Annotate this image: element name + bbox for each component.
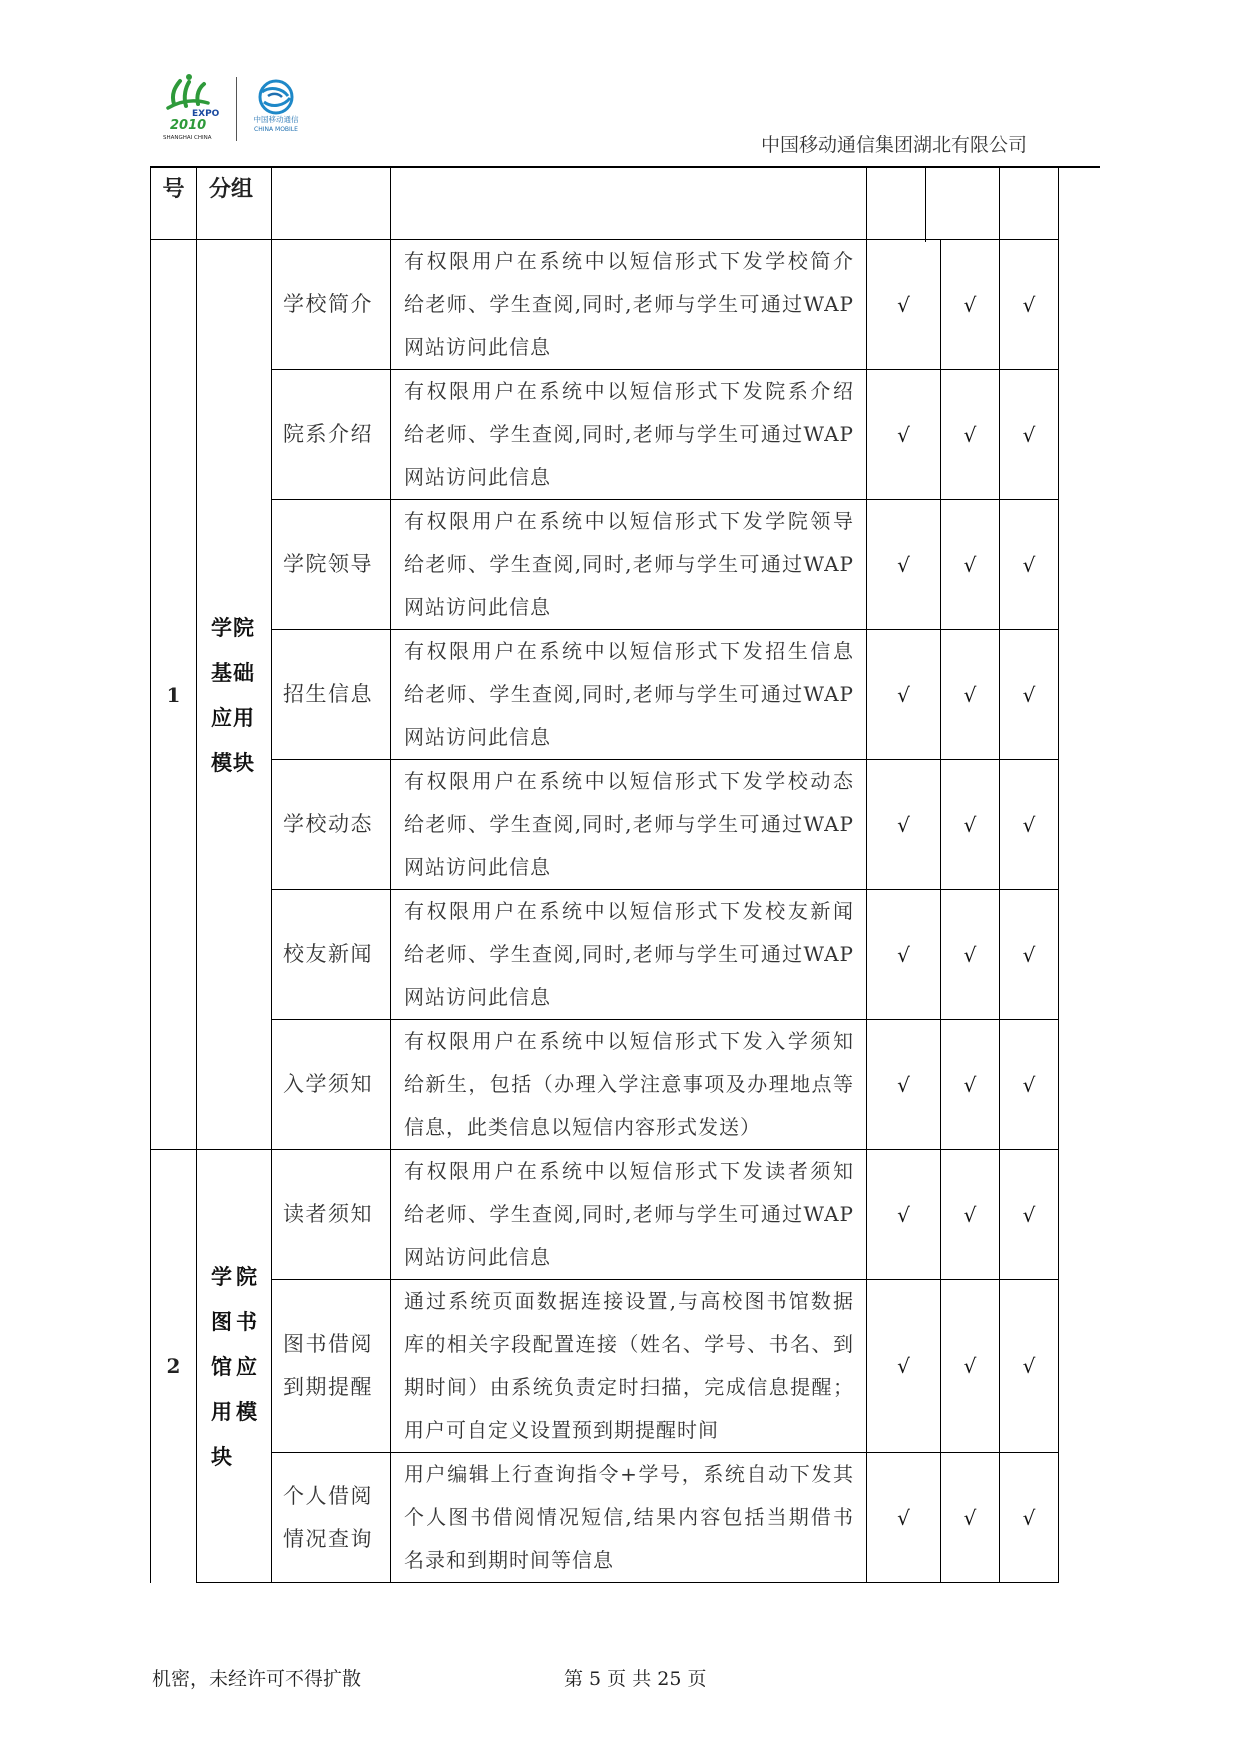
check-mark-cell: √ bbox=[867, 1453, 941, 1583]
check-mark-cell: √ bbox=[867, 1020, 941, 1150]
group-name: 学院图书馆应用模块 bbox=[211, 1263, 261, 1469]
feature-name: 院系介绍 bbox=[283, 422, 373, 446]
description-line: 网站访问此信息 bbox=[404, 985, 551, 1009]
logo-text: SHANGHAI CHINA bbox=[163, 135, 212, 141]
logo-divider bbox=[236, 77, 237, 141]
description-line: 有权限用户在系统中以短信形式下发读者须知 bbox=[404, 1159, 854, 1183]
header-empty-cell bbox=[867, 168, 926, 242]
description-line: 给老师、学生查阅,同时,老师与学生可通过WAP bbox=[404, 942, 854, 966]
table-row bbox=[151, 890, 1059, 1020]
feature-name: 个人借阅情况查询 bbox=[283, 1483, 373, 1551]
description-line: 给老师、学生查阅,同时,老师与学生可通过WAP bbox=[404, 422, 854, 446]
check-mark-cell: √ bbox=[1000, 370, 1059, 500]
check-mark-cell: √ bbox=[867, 630, 941, 760]
header-group: 分组 bbox=[197, 168, 272, 242]
check-mark-cell: √ bbox=[941, 1453, 1000, 1583]
description-line: 给老师、学生查阅,同时,老师与学生可通过WAP bbox=[404, 1202, 854, 1226]
group-name: 学院基础应用模块 bbox=[211, 614, 255, 775]
feature-description bbox=[391, 1453, 867, 1583]
table-row bbox=[151, 500, 1059, 630]
check-mark-cell: √ bbox=[1000, 760, 1059, 890]
check-mark-cell: √ bbox=[1000, 890, 1059, 1020]
check-mark-cell: √ bbox=[941, 240, 1000, 370]
page-number: 第 5 页 共 25 页 bbox=[564, 1668, 707, 1690]
group-cell bbox=[197, 240, 272, 1150]
feature-name: 入学须知 bbox=[283, 1072, 373, 1096]
feature-description bbox=[391, 890, 867, 1020]
feature-table bbox=[150, 239, 1059, 1583]
feature-name: 校友新闻 bbox=[283, 942, 373, 966]
description-line: 库的相关字段配置连接（姓名、学号、书名、到 bbox=[404, 1332, 854, 1356]
feature-description bbox=[391, 1280, 867, 1453]
feature-name: 学院领导 bbox=[283, 552, 373, 576]
table-row bbox=[151, 1280, 1059, 1453]
description-line: 给老师、学生查阅,同时,老师与学生可通过WAP bbox=[404, 812, 854, 836]
check-mark-cell: √ bbox=[867, 1280, 941, 1453]
check-mark-cell: √ bbox=[941, 630, 1000, 760]
check-mark-cell: √ bbox=[1000, 1020, 1059, 1150]
feature-name: 图书借阅到期提醒 bbox=[283, 1332, 373, 1399]
check-mark-cell: √ bbox=[941, 370, 1000, 500]
feature-description bbox=[391, 630, 867, 760]
check-mark-cell: √ bbox=[1000, 1150, 1059, 1280]
feature-name-cell bbox=[272, 760, 391, 890]
logo-text: CHINA MOBILE bbox=[254, 126, 298, 133]
description-line: 用户编辑上行查询指令+学号，系统自动下发其 bbox=[404, 1462, 854, 1486]
china-mobile-logo bbox=[244, 78, 308, 140]
row-number: 2 bbox=[151, 1150, 197, 1583]
check-mark-cell: √ bbox=[941, 890, 1000, 1020]
description-line: 有权限用户在系统中以短信形式下发入学须知 bbox=[404, 1029, 854, 1053]
logo-text: 2010 bbox=[170, 118, 207, 133]
header-empty-cell bbox=[926, 168, 1000, 242]
description-line: 给老师、学生查阅,同时,老师与学生可通过WAP bbox=[404, 682, 854, 706]
feature-name-cell bbox=[272, 1150, 391, 1280]
description-line: 通过系统页面数据连接设置,与高校图书馆数据 bbox=[404, 1289, 854, 1313]
feature-description bbox=[391, 1150, 867, 1280]
description-line: 网站访问此信息 bbox=[404, 725, 551, 749]
feature-name-cell bbox=[272, 370, 391, 500]
table-row bbox=[151, 240, 1059, 370]
check-mark-cell: √ bbox=[1000, 500, 1059, 630]
table-row bbox=[151, 1453, 1059, 1583]
check-mark-cell: √ bbox=[867, 240, 941, 370]
expo-2010-logo bbox=[162, 72, 226, 142]
feature-name-cell bbox=[272, 500, 391, 630]
check-mark-cell: √ bbox=[941, 1020, 1000, 1150]
description-line: 有权限用户在系统中以短信形式下发学院领导 bbox=[404, 509, 854, 533]
company-name: 中国移动通信集团湖北有限公司 bbox=[761, 134, 1028, 156]
check-mark-cell: √ bbox=[1000, 1280, 1059, 1453]
feature-description bbox=[391, 370, 867, 500]
feature-name: 学校动态 bbox=[283, 812, 373, 836]
check-mark-cell: √ bbox=[867, 500, 941, 630]
description-line: 网站访问此信息 bbox=[404, 335, 551, 359]
feature-description bbox=[391, 760, 867, 890]
table-row bbox=[151, 1150, 1059, 1280]
feature-name-cell bbox=[272, 1453, 391, 1583]
check-mark-cell: √ bbox=[941, 1150, 1000, 1280]
table-row bbox=[151, 370, 1059, 500]
check-mark-cell: √ bbox=[867, 760, 941, 890]
table-row bbox=[151, 630, 1059, 760]
confidential-notice: 机密，未经许可不得扩散 bbox=[152, 1668, 362, 1690]
description-line: 给老师、学生查阅,同时,老师与学生可通过WAP bbox=[404, 292, 854, 316]
check-mark-cell: √ bbox=[1000, 1453, 1059, 1583]
check-mark-cell: √ bbox=[1000, 240, 1059, 370]
feature-name-cell bbox=[272, 630, 391, 760]
header-number: 号 bbox=[151, 168, 197, 242]
header-empty-cell bbox=[272, 168, 391, 242]
check-mark-cell: √ bbox=[941, 500, 1000, 630]
feature-name-cell bbox=[272, 1020, 391, 1150]
feature-name: 学校简介 bbox=[283, 292, 373, 316]
table-header bbox=[150, 168, 1059, 242]
header-empty-cell bbox=[391, 168, 867, 242]
check-mark-cell: √ bbox=[941, 760, 1000, 890]
feature-description bbox=[391, 240, 867, 370]
feature-name-cell bbox=[272, 1280, 391, 1453]
feature-description bbox=[391, 500, 867, 630]
feature-name-cell bbox=[272, 890, 391, 1020]
description-line: 给新生，包括（办理入学注意事项及办理地点等 bbox=[404, 1072, 854, 1096]
header-empty-cell bbox=[1000, 168, 1059, 242]
description-line: 有权限用户在系统中以短信形式下发校友新闻 bbox=[404, 899, 854, 923]
check-mark-cell: √ bbox=[867, 1150, 941, 1280]
feature-name: 读者须知 bbox=[283, 1202, 373, 1226]
group-cell bbox=[197, 1150, 272, 1583]
check-mark-cell: √ bbox=[1000, 630, 1059, 760]
description-line: 用户可自定义设置预到期提醒时间 bbox=[404, 1418, 719, 1442]
check-mark-cell: √ bbox=[941, 1280, 1000, 1453]
feature-table-body bbox=[151, 240, 1059, 1583]
feature-description bbox=[391, 1020, 867, 1150]
description-line: 有权限用户在系统中以短信形式下发学校简介 bbox=[404, 249, 854, 273]
feature-name-cell bbox=[272, 240, 391, 370]
description-line: 网站访问此信息 bbox=[404, 595, 551, 619]
table-row bbox=[151, 1020, 1059, 1150]
description-line: 期时间）由系统负责定时扫描，完成信息提醒； bbox=[404, 1375, 854, 1399]
description-line: 有权限用户在系统中以短信形式下发招生信息 bbox=[404, 639, 854, 663]
check-mark-cell: √ bbox=[867, 370, 941, 500]
description-line: 网站访问此信息 bbox=[404, 1245, 551, 1269]
check-mark-cell: √ bbox=[867, 890, 941, 1020]
description-line: 个人图书借阅情况短信,结果内容包括当期借书 bbox=[404, 1505, 854, 1529]
description-line: 有权限用户在系统中以短信形式下发学校动态 bbox=[404, 769, 854, 793]
table-header-row bbox=[151, 168, 1059, 242]
description-line: 信息，此类信息以短信内容形式发送） bbox=[404, 1115, 761, 1139]
description-line: 网站访问此信息 bbox=[404, 855, 551, 879]
row-number: 1 bbox=[151, 240, 197, 1150]
description-line: 网站访问此信息 bbox=[404, 465, 551, 489]
logo-text: EXPO bbox=[192, 109, 220, 119]
description-line: 有权限用户在系统中以短信形式下发院系介绍 bbox=[404, 379, 854, 403]
description-line: 给老师、学生查阅,同时,老师与学生可通过WAP bbox=[404, 552, 854, 576]
description-line: 名录和到期时间等信息 bbox=[404, 1548, 614, 1572]
feature-name: 招生信息 bbox=[283, 682, 373, 706]
table-row bbox=[151, 760, 1059, 890]
logo-text: 中国移动通信 bbox=[253, 115, 299, 124]
